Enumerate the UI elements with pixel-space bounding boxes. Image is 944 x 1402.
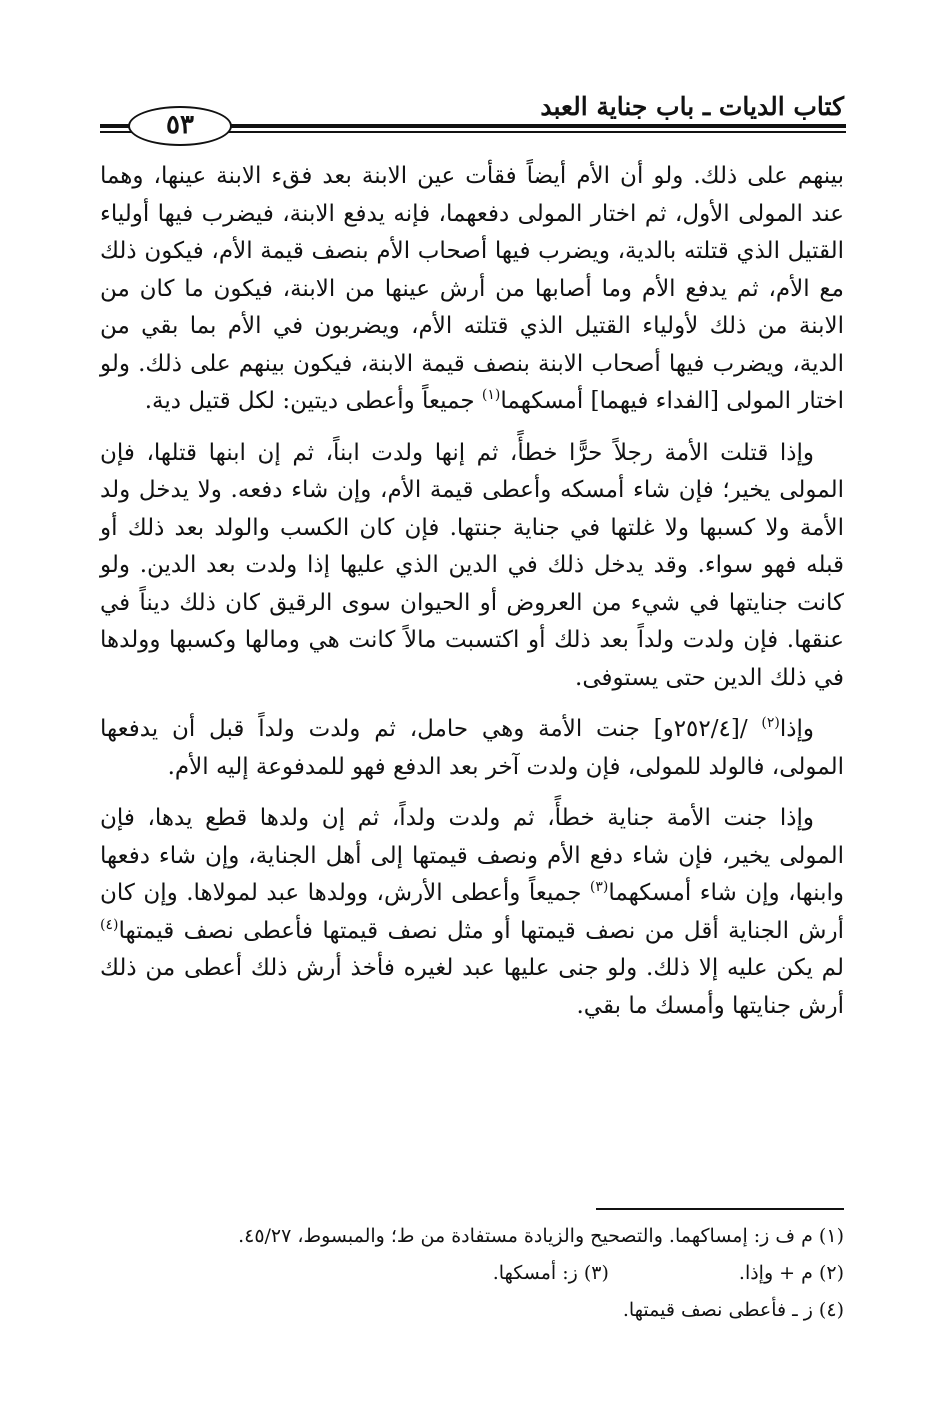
paragraph-1-text-a: بينهم على ذلك. ولو أن الأم أيضاً فقأت عين الابنة بعد فقء الابنة عينها، وهما عند المولى الأول، ثم اختار المولى دفعهما، فإنه يدفع الابنة، فيضرب فيها أولياء القتيل الذي قتلته بالدية، ويضرب فيها أصحاب الأم بنصف قيمة الأم، فيكون ذلك مع الأم، ثم يدفع الأم وما أصابها من أرش عينها من الابنة، فيكون ما كان من الابنة من ذلك لأولياء القتيل الذي قتلته الأم، ويضربون في الأم بما بقي من الدية، ويضرب فيها أصحاب الابنة بنصف قيمة الابنة، فيكون بينهم على ذلك. ولو اختار المولى [الفداء فيهما] أمسكهما bbox=[100, 163, 844, 414]
main-text bbox=[100, 158, 844, 1039]
paragraph-4 bbox=[100, 800, 844, 1025]
paragraph-4-text-c: لم يكن عليه إلا ذلك. ولو جنى عليها عبد لغيره فأخذ أرش ذلك أعطى من ذلك أرش جنايتها وأمسك ما بقي. bbox=[100, 955, 844, 1019]
footnote-2: (٢) م + وإذا. bbox=[738, 1262, 844, 1284]
paragraph-3 bbox=[100, 711, 844, 786]
paragraph-3-text-a: وإذا bbox=[779, 716, 814, 742]
paragraph-1 bbox=[100, 158, 844, 421]
paragraph-4-text-a: وإذا جنت الأمة جناية خطأً، ثم ولدت ولداً، ثم إن ولدها قطع يدها، فإن المولى يخير، فإن شاء دفع الأم ونصف قيمتها إلى أهل الجناية، وإن شاء دفعها وابنها، وإن شاء أمسكهما bbox=[100, 805, 844, 906]
footnote-ref-3[interactable]: (٣) bbox=[589, 879, 609, 895]
footnote-ref-2[interactable]: (٢) bbox=[761, 715, 780, 731]
footnotes bbox=[100, 1218, 844, 1329]
footnote-separator bbox=[596, 1208, 844, 1210]
page-number: ٥٣ bbox=[128, 106, 232, 146]
footnote-row-2-3 bbox=[100, 1255, 844, 1292]
footnote-ref-1[interactable]: (١) bbox=[481, 387, 501, 403]
footnote-1: (١) م ف ز: إمساكهما. والتصحيح والزيادة مستفادة من ط؛ والمبسوط، ٤٥/٢٧. bbox=[238, 1225, 844, 1247]
paragraph-1-text-b: جميعاً وأعطى ديتين: لكل قتيل دية. bbox=[144, 388, 482, 414]
running-title: كتاب الديات ـ باب جناية العبد bbox=[540, 92, 844, 121]
paragraph-4-text-b: جميعاً وأعطى الأرش، وولدها عبد لمولاها. وإن كان أرش الجناية أقل من نصف قيمتها أو مثل نصف قيمتها فأعطى نصف قيمتها bbox=[100, 880, 844, 944]
paragraph-2: وإذا قتلت الأمة رجلاً حرًّا خطأً، ثم إنها ولدت ابناً، ثم إن ابنها قتلها، فإن المولى يخير؛ فإن شاء أمسكه وأعطى قيمة الأم، وإن شاء دفعه. ولا يدخل ولد الأمة ولا كسبها ولا غلتها في جناية جنتها. فإن كان الكسب والولد بعد ذلك أو قبله فهو سواء. وقد يدخل ذلك في الدين الذي عليها إذا ولدت بعد الدين. ولو كانت جنايتها في شيء من العروض أو الحيوان سوى الرقيق كان ذلك ديناً في عنقها. فإن ولدت ولداً بعد ذلك أو اكتسبت مالاً كانت هي ومالها وكسبها وولدها في ذلك الدين حتى يستوفى. bbox=[100, 439, 844, 691]
footnote-ref-4[interactable]: (٤) bbox=[100, 916, 119, 933]
footnote-3: (٣) ز: أمسكها. bbox=[492, 1262, 609, 1284]
footnote-4: (٤) ز ـ فأعطى نصف قيمتها. bbox=[622, 1299, 844, 1321]
paragraph-3-text-b: /[٢٥٢/٤و] جنت الأمة وهي حامل، ثم ولدت ولداً قبل أن يدفعها المولى، فالولد للمولى، فإن ولدت آخر بعد الدفع فهو للمدفوعة إليه الأم. bbox=[100, 716, 844, 780]
